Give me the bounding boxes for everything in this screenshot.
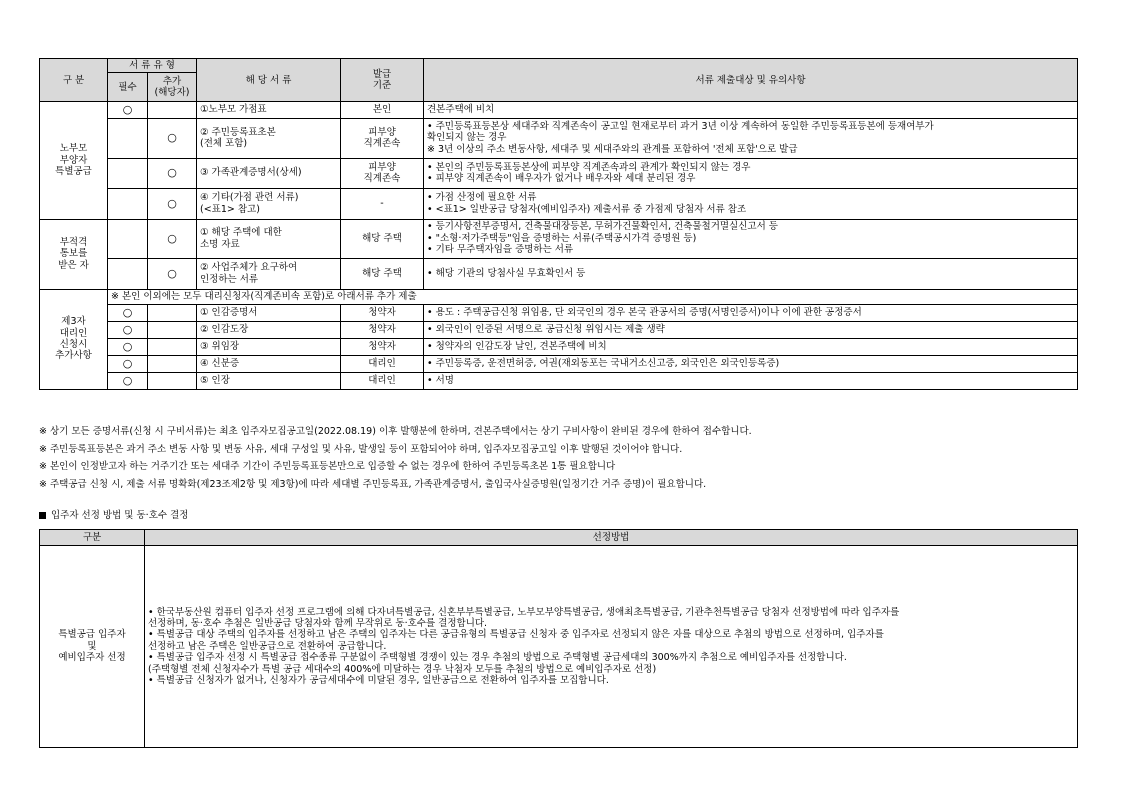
table-row — [40, 304, 1078, 321]
header-issue-basis: 발급 기준 — [341, 59, 424, 102]
extra-mark: ○ — [148, 258, 197, 289]
extra-mark — [148, 355, 197, 372]
square-bullet-icon — [39, 512, 46, 519]
extra-mark — [148, 102, 197, 118]
issue-basis: 해당 주택 — [341, 219, 424, 258]
required-mark — [108, 118, 148, 158]
document-name: ④ 신분증 — [197, 355, 341, 372]
footnote: ※ 주민등록표등본은 과거 주소 변동 사항 및 변동 사유, 세대 구성일 및 사유, 발생일 등이 포함되어야 하며, 입주자모집공고일 이후 발행된 것이어야 합니다. — [39, 443, 683, 455]
notes-cell: 견본주택에 비치 — [424, 102, 1078, 118]
table-row — [40, 118, 1078, 158]
extra-mark: ○ — [148, 188, 197, 219]
header-notes: 서류 제출대상 및 유의사항 — [424, 59, 1078, 102]
issue-basis: 청약자 — [341, 321, 424, 338]
required-mark: ○ — [108, 372, 148, 389]
group-label: 제3자 대리인 신청시 추가사항 — [40, 289, 108, 389]
notes-cell: • 가점 산정에 필요한 서류 • <표1> 일반공급 당첨자(예비입주자) 제출서류 중 가점제 당첨자 서류 참조 — [424, 188, 1078, 219]
extra-mark: ○ — [148, 158, 197, 188]
table-row — [40, 355, 1078, 372]
header-doc-type: 서 류 유 형 — [108, 59, 197, 73]
group-proxy — [40, 289, 1078, 389]
required-mark — [108, 258, 148, 289]
required-mark — [108, 158, 148, 188]
issue-basis: - — [341, 188, 424, 219]
table-row — [40, 158, 1078, 188]
extra-mark — [148, 321, 197, 338]
footnote: ※ 본인이 인정받고자 하는 거주기간 또는 세대주 기간이 주민등록표등본만으로 입증할 수 없는 경우에 한하여 주민등록초본 1통 필요합니다 — [39, 461, 616, 472]
notes-cell: • 해당 기관의 당첨사실 무효확인서 등 — [424, 258, 1078, 289]
table-row — [40, 338, 1078, 355]
required-mark — [108, 188, 148, 219]
group-elderly-support — [40, 102, 1078, 219]
group-ineligible — [40, 219, 1078, 289]
document-name: ② 주민등록표초본 (전체 포함) — [197, 118, 341, 158]
header-document: 해 당 서 류 — [197, 59, 341, 102]
footnote: ※ 주택공급 신청 시, 제출 서류 명확화(제23조제2항 및 제3항)에 따라 세대별 주민등록표, 가족관계증명서, 출입국사실증명원(일정기간 거주 증명)이 필요합니다. — [39, 478, 707, 490]
footnotes — [39, 423, 1099, 493]
extra-mark: ○ — [148, 219, 197, 258]
extra-mark — [148, 372, 197, 389]
issue-basis: 대리인 — [341, 372, 424, 389]
document-name: ④ 기타(가점 관련 서류) (<표1> 참고) — [197, 188, 341, 219]
table-row — [40, 219, 1078, 258]
header-category: 구 분 — [40, 59, 108, 102]
required-mark: ○ — [108, 304, 148, 321]
table-row — [40, 321, 1078, 338]
document-name: ① 인감증명서 — [197, 304, 341, 321]
notes-cell: • 용도 : 주택공급신청 위임용, 단 외국인의 경우 본국 관공서의 증명(서명인증서)이나 이에 관한 공정증서 — [424, 304, 1078, 321]
header-method: 선정방법 — [145, 530, 1078, 546]
note-row — [40, 289, 1078, 304]
notes-cell: • 주민등록표등본상 세대주와 직계존속이 공고일 현재로부터 과거 3년 이상 계속하여 동일한 주민등록표등본에 등재여부가 확인되지 않는 경우 ※ 3년 이상의 주소 변동사항, 세대주 및 세대주와의 관계를 포함하여 '전체 포함'으로 발급 — [424, 118, 1078, 158]
issue-basis: 대리인 — [341, 355, 424, 372]
document-requirements-table — [39, 58, 1078, 390]
table-row — [40, 258, 1078, 289]
group-label: 노부모 부양자 특별공급 — [40, 102, 108, 219]
row-label: 특별공급 입주자 및 예비입주자 선정 — [40, 546, 145, 748]
document-name: ③ 위임장 — [197, 338, 341, 355]
issue-basis: 피부양 직계존속 — [341, 118, 424, 158]
table-row — [40, 372, 1078, 389]
section-title: 입주자 선정 방법 및 동·호수 결정 — [39, 507, 188, 521]
issue-basis: 피부양 직계존속 — [341, 158, 424, 188]
extra-mark — [148, 338, 197, 355]
issue-basis: 청약자 — [341, 304, 424, 321]
extra-mark: ○ — [148, 118, 197, 158]
required-mark: ○ — [108, 102, 148, 118]
table-row — [40, 188, 1078, 219]
notes-cell: • 주민등록증, 운전면허증, 여권(재외동포는 국내거소신고증, 외국인은 외국인등록증) — [424, 355, 1078, 372]
document-name: ① 해당 주택에 대한 소명 자료 — [197, 219, 341, 258]
document-name: ② 인감도장 — [197, 321, 341, 338]
document-name: ①노부모 가점표 — [197, 102, 341, 118]
header-extra: 추가 (해당자) — [148, 73, 197, 102]
selection-method-table — [39, 529, 1078, 748]
required-mark: ○ — [108, 321, 148, 338]
issue-basis: 해당 주택 — [341, 258, 424, 289]
group-note: ※ 본인 이외에는 모두 대리신청자(직계존비속 포함)로 아래서류 추가 제출 — [108, 289, 1078, 304]
required-mark — [108, 219, 148, 258]
group-label: 부적격 통보를 받은 자 — [40, 219, 108, 289]
document-name: ③ 가족관계증명서(상세) — [197, 158, 341, 188]
header-required: 필수 — [108, 73, 148, 102]
notes-cell: • 청약자의 인감도장 날인, 견본주택에 비치 — [424, 338, 1078, 355]
table-row — [40, 102, 1078, 118]
extra-mark — [148, 304, 197, 321]
issue-basis: 청약자 — [341, 338, 424, 355]
required-mark: ○ — [108, 338, 148, 355]
issue-basis: 본인 — [341, 102, 424, 118]
footnote: ※ 상기 모든 증명서류(신청 시 구비서류)는 최초 입주자모집공고일(2022.08.19) 이후 발행분에 한하며, 견본주택에서는 상기 구비사항이 완비된 경우에 한하여 접수합니다. — [39, 426, 752, 437]
header-category: 구분 — [40, 530, 145, 546]
document-name: ⑤ 인장 — [197, 372, 341, 389]
required-mark: ○ — [108, 355, 148, 372]
notes-cell: • 등기사항전부증명서, 건축물대장등본, 무허가건물확인서, 건축물철거멸실신고서 등 • "소형·저가주택등"임을 증명하는 서류(주택공시가격 증명원 등) • 기타 무주택자임을 증명하는 서류 — [424, 219, 1078, 258]
notes-cell: • 본인의 주민등록표등본상에 피부양 직계존속과의 관계가 확인되지 않는 경우 • 피부양 직계존속이 배우자가 없거나 배우자와 세대 분리된 경우 — [424, 158, 1078, 188]
document-name: ② 사업주체가 요구하여 인정하는 서류 — [197, 258, 341, 289]
method-text: • 한국부동산원 컴퓨터 입주자 선정 프로그램에 의해 다자녀특별공급, 신혼부부특별공급, 노부모부양특별공급, 생애최초특별공급, 기관추천특별공급 당첨자 선정방법에 따라 입주자를 선정하며, 동·호수 추첨은 일반공급 당첨자와 함께 무작위로 동·호수를 결정합니다. • 특별공급 대상 주택의 입주자를 선정하고 남은 주택의 입주자는 다른 공급유형의 특별공급 신청자 중 입주자로 선정되지 않은 자를 대상으로 추첨의 방법으로 선정하며, 입주자를 선정하고 남은 주택은 일반공급으로 전환하여 공급합니다. • 특별공급 입주자 선정 시 특별공급 접수종류 구분없이 주택형별 경쟁이 있는 경우 추첨의 방법으로 주택형별 공급세대의 300%까지 추첨으로 예비입주자를 선정합니다. (주택형별 전체 신청자수가 특별 공급 세대수의 400%에 미달하는 경우 낙첨자 모두를 추첨의 방법으로 예비입주자로 선정) • 특별공급 신청자가 없거나, 신청자가 공급세대수에 미달된 경우, 일반공급으로 전환하여 입주자를 모집합니다. — [145, 546, 1078, 748]
notes-cell: • 서명 — [424, 372, 1078, 389]
notes-cell: • 외국인이 인증된 서명으로 공급신청 위임시는 제출 생략 — [424, 321, 1078, 338]
